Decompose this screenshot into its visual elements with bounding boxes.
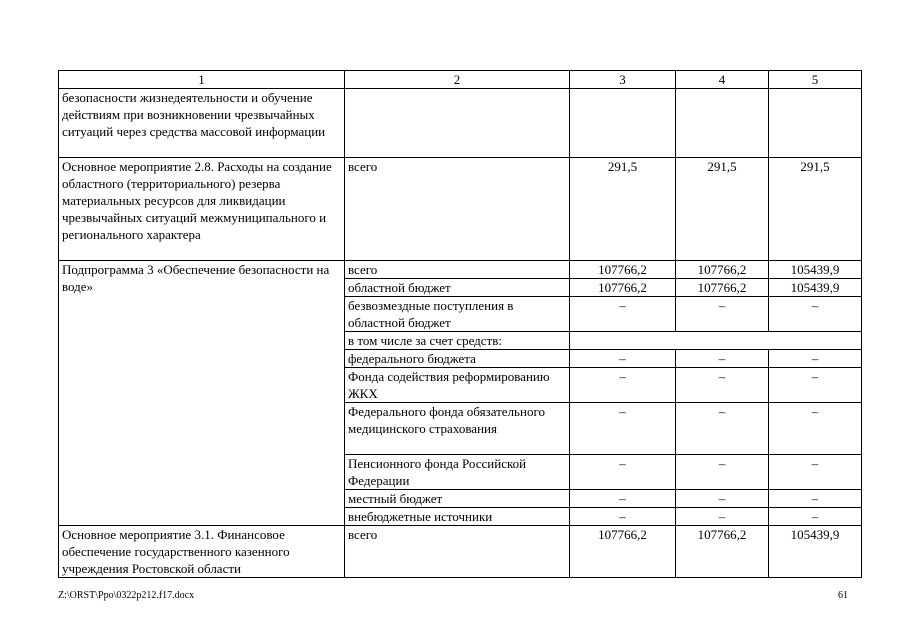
value-col-4: –: [676, 403, 769, 455]
value-col-5: –: [769, 508, 862, 526]
value-col-5: –: [769, 297, 862, 332]
page-number: 61: [838, 590, 848, 601]
value-col-4: 107766,2: [676, 526, 769, 578]
header-col-4: 4: [676, 71, 769, 89]
header-col-2: 2: [345, 71, 570, 89]
value-col-3: 291,5: [570, 158, 676, 261]
subprogram-name-cell: Подпрограмма 3 «Обеспечение безопасности на воде»: [59, 261, 345, 526]
value-col-3: –: [570, 508, 676, 526]
header-row: [59, 71, 862, 89]
source-cell: Фонда содействия реформированию ЖКХ: [345, 368, 570, 403]
source-cell: федерального бюджета: [345, 350, 570, 368]
value-col-3: –: [570, 297, 676, 332]
value-col-5: 105439,9: [769, 526, 862, 578]
table-row: [59, 526, 862, 578]
source-cell: всего: [345, 261, 570, 279]
value-col-4: 291,5: [676, 158, 769, 261]
budget-table: [58, 70, 862, 578]
value-col-4: –: [676, 297, 769, 332]
value-col-5: 105439,9: [769, 279, 862, 297]
row-name-cell: безопасности жизнедеятельности и обучение действиям при возникновении чрезвычайных ситуаций через средства массовой информации: [59, 89, 345, 158]
source-cell: Федерального фонда обязательного медицинского страхования: [345, 403, 570, 455]
value-col-3: –: [570, 455, 676, 490]
value-col-5: –: [769, 455, 862, 490]
value-col-4: –: [676, 455, 769, 490]
value-col-4: –: [676, 490, 769, 508]
value-col-5: –: [769, 403, 862, 455]
header-col-3: 3: [570, 71, 676, 89]
value-col-5: –: [769, 350, 862, 368]
value-col-5: –: [769, 368, 862, 403]
table-row: [59, 89, 862, 158]
value-col-3: –: [570, 368, 676, 403]
value-col-4: –: [676, 368, 769, 403]
value-col-3: 107766,2: [570, 526, 676, 578]
empty-merged-cell: [570, 332, 862, 350]
source-cell: областной бюджет: [345, 279, 570, 297]
value-col-3: –: [570, 490, 676, 508]
table-row: [59, 158, 862, 261]
value-col-3: 107766,2: [570, 261, 676, 279]
value-col-4: –: [676, 350, 769, 368]
value-col-5: [769, 89, 862, 158]
source-cell: местный бюджет: [345, 490, 570, 508]
value-col-5: 105439,9: [769, 261, 862, 279]
value-col-3: [570, 89, 676, 158]
row-name-cell: Основное мероприятие 2.8. Расходы на создание областного (территориального) резерва материальных ресурсов для ликвидации чрезвычайных ситуаций межмуниципального и регионального характера: [59, 158, 345, 261]
value-col-4: –: [676, 508, 769, 526]
header-col-5: 5: [769, 71, 862, 89]
footer-file-path: Z:\ORST\Ppo\0322p212.f17.docx: [58, 590, 195, 601]
row-name-cell: Основное мероприятие 3.1. Финансовое обеспечение государственного казенного учреждения Ростовской области: [59, 526, 345, 578]
value-col-3: –: [570, 350, 676, 368]
value-col-3: 107766,2: [570, 279, 676, 297]
value-col-4: 107766,2: [676, 279, 769, 297]
value-col-3: –: [570, 403, 676, 455]
source-cell: Пенсионного фонда Российской Федерации: [345, 455, 570, 490]
source-cell: [345, 89, 570, 158]
source-cell: всего: [345, 158, 570, 261]
source-cell: в том числе за счет средств:: [345, 332, 570, 350]
value-col-4: 107766,2: [676, 261, 769, 279]
value-col-5: –: [769, 490, 862, 508]
value-col-4: [676, 89, 769, 158]
value-col-5: 291,5: [769, 158, 862, 261]
header-col-1: 1: [59, 71, 345, 89]
source-cell: всего: [345, 526, 570, 578]
source-cell: безвозмездные поступления в областной бюджет: [345, 297, 570, 332]
source-cell: внебюджетные источники: [345, 508, 570, 526]
table-row: [59, 261, 862, 279]
